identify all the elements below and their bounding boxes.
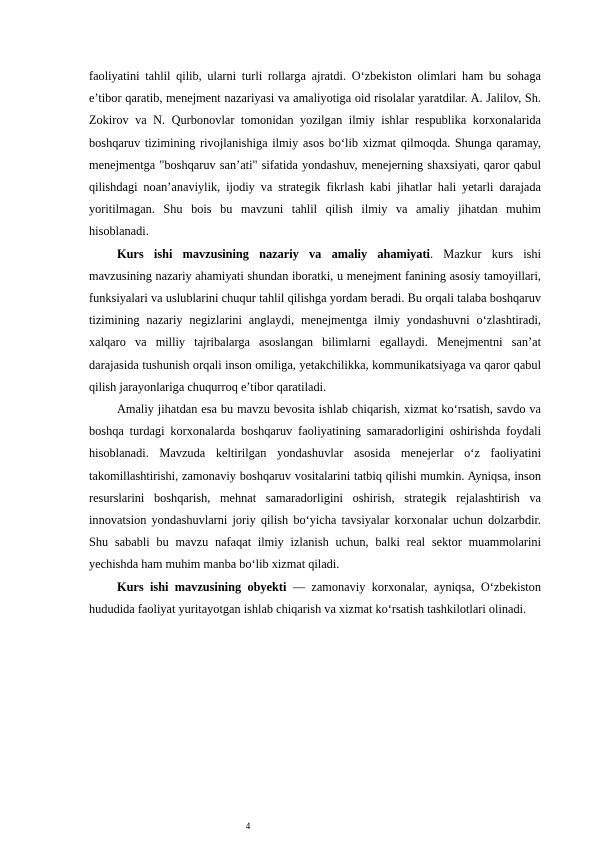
paragraph-4 — [89, 576, 541, 620]
paragraph-1-text: faoliyatini tahlil qilib, ularni turli rollarga ajratdi. O‘zbekiston olimlari ham bu sohaga e’tibor qaratib, menejment nazariyasi va amaliyotiga oid risolalar yaratdilar. A. Jalilov, Sh. Zokirov va N. Qurbonovlar tomonidan yozilgan ilmiy ishlar respublika korxonalarida boshqaruv tizimining rivojlanishiga ilmiy asos bo‘lib xizmat qilmoqda. Shunga qaramay, menejmentga "boshqaruv san’ati" sifatida yondashuv, menejerning shaxsiyati, qaror qabul qilishdagi noan’anaviylik, ijodiy va strategik fikrlash kabi jihatlar hali yetarli darajada yoritilmagan. Shu bois bu mavzuni tahlil qilish ilmiy va amaliy jihatdan muhim hisoblanadi. — [89, 69, 541, 239]
page-number: 4 — [245, 821, 251, 831]
paragraph-4-text: — zamonaviy korxonalar, ayniqsa, O‘zbekiston hududida faoliyat yuritayotgan ishlab chiqarish va xizmat ko‘rsatish tashkilotlari olinadi. — [89, 579, 541, 616]
paragraph-2-heading: Kurs ishi mavzusining nazariy va amaliy ahamiyati — [117, 246, 430, 261]
paragraph-1 — [89, 65, 541, 243]
paragraph-4-heading: Kurs ishi mavzusining obyekti — [117, 579, 287, 594]
paragraph-3 — [89, 398, 541, 576]
paragraph-2 — [89, 243, 541, 398]
body-text — [89, 65, 541, 620]
paragraph-2-text: . Mazkur kurs ishi mavzusining nazariy ahamiyati shundan iboratki, u menejment fanining asosiy tamoyillari, funksiyalari va uslublarini chuqur tahlil qilishga yordam beradi. Bu orqali talaba boshqaruv tizimining nazariy negizlarini anglaydi, menejmentga ilmiy yondashuvni o‘zlashtiradi, xalqaro va milliy tajribalarga asoslangan bilimlarni egallaydi. Menejmentni san’at darajasida tushunish orqali inson omiliga, yetakchilikka, kommunikatsiyaga va qaror qabul qilish jarayonlariga chuqurroq e’tibor qaratiladi. — [89, 246, 541, 394]
paragraph-3-text: Amaliy jihatdan esa bu mavzu bevosita ishlab chiqarish, xizmat ko‘rsatish, savdo va boshqa turdagi korxonalarda boshqaruv faoliyatining samaradorligini oshirishda foydali hisoblanadi. Mavzuda keltirilgan yondashuvlar asosida menejerlar o‘z faoliyatini takomillashtirishi, zamonaviy boshqaruv vositalarini tatbiq qilishi mumkin. Ayniqsa, inson resurslarini boshqarish, mehnat samaradorligini oshirish, strategik rejalashtirish va innovatsion yondashuvlarni joriy qilish bo‘yicha tavsiyalar korxonalar uchun dolzarbdir. Shu sababli bu mavzu nafaqat ilmiy izlanish uchun, balki real sektor muammolarini yechishda ham muhim manba bo‘lib xizmat qiladi. — [89, 402, 541, 572]
